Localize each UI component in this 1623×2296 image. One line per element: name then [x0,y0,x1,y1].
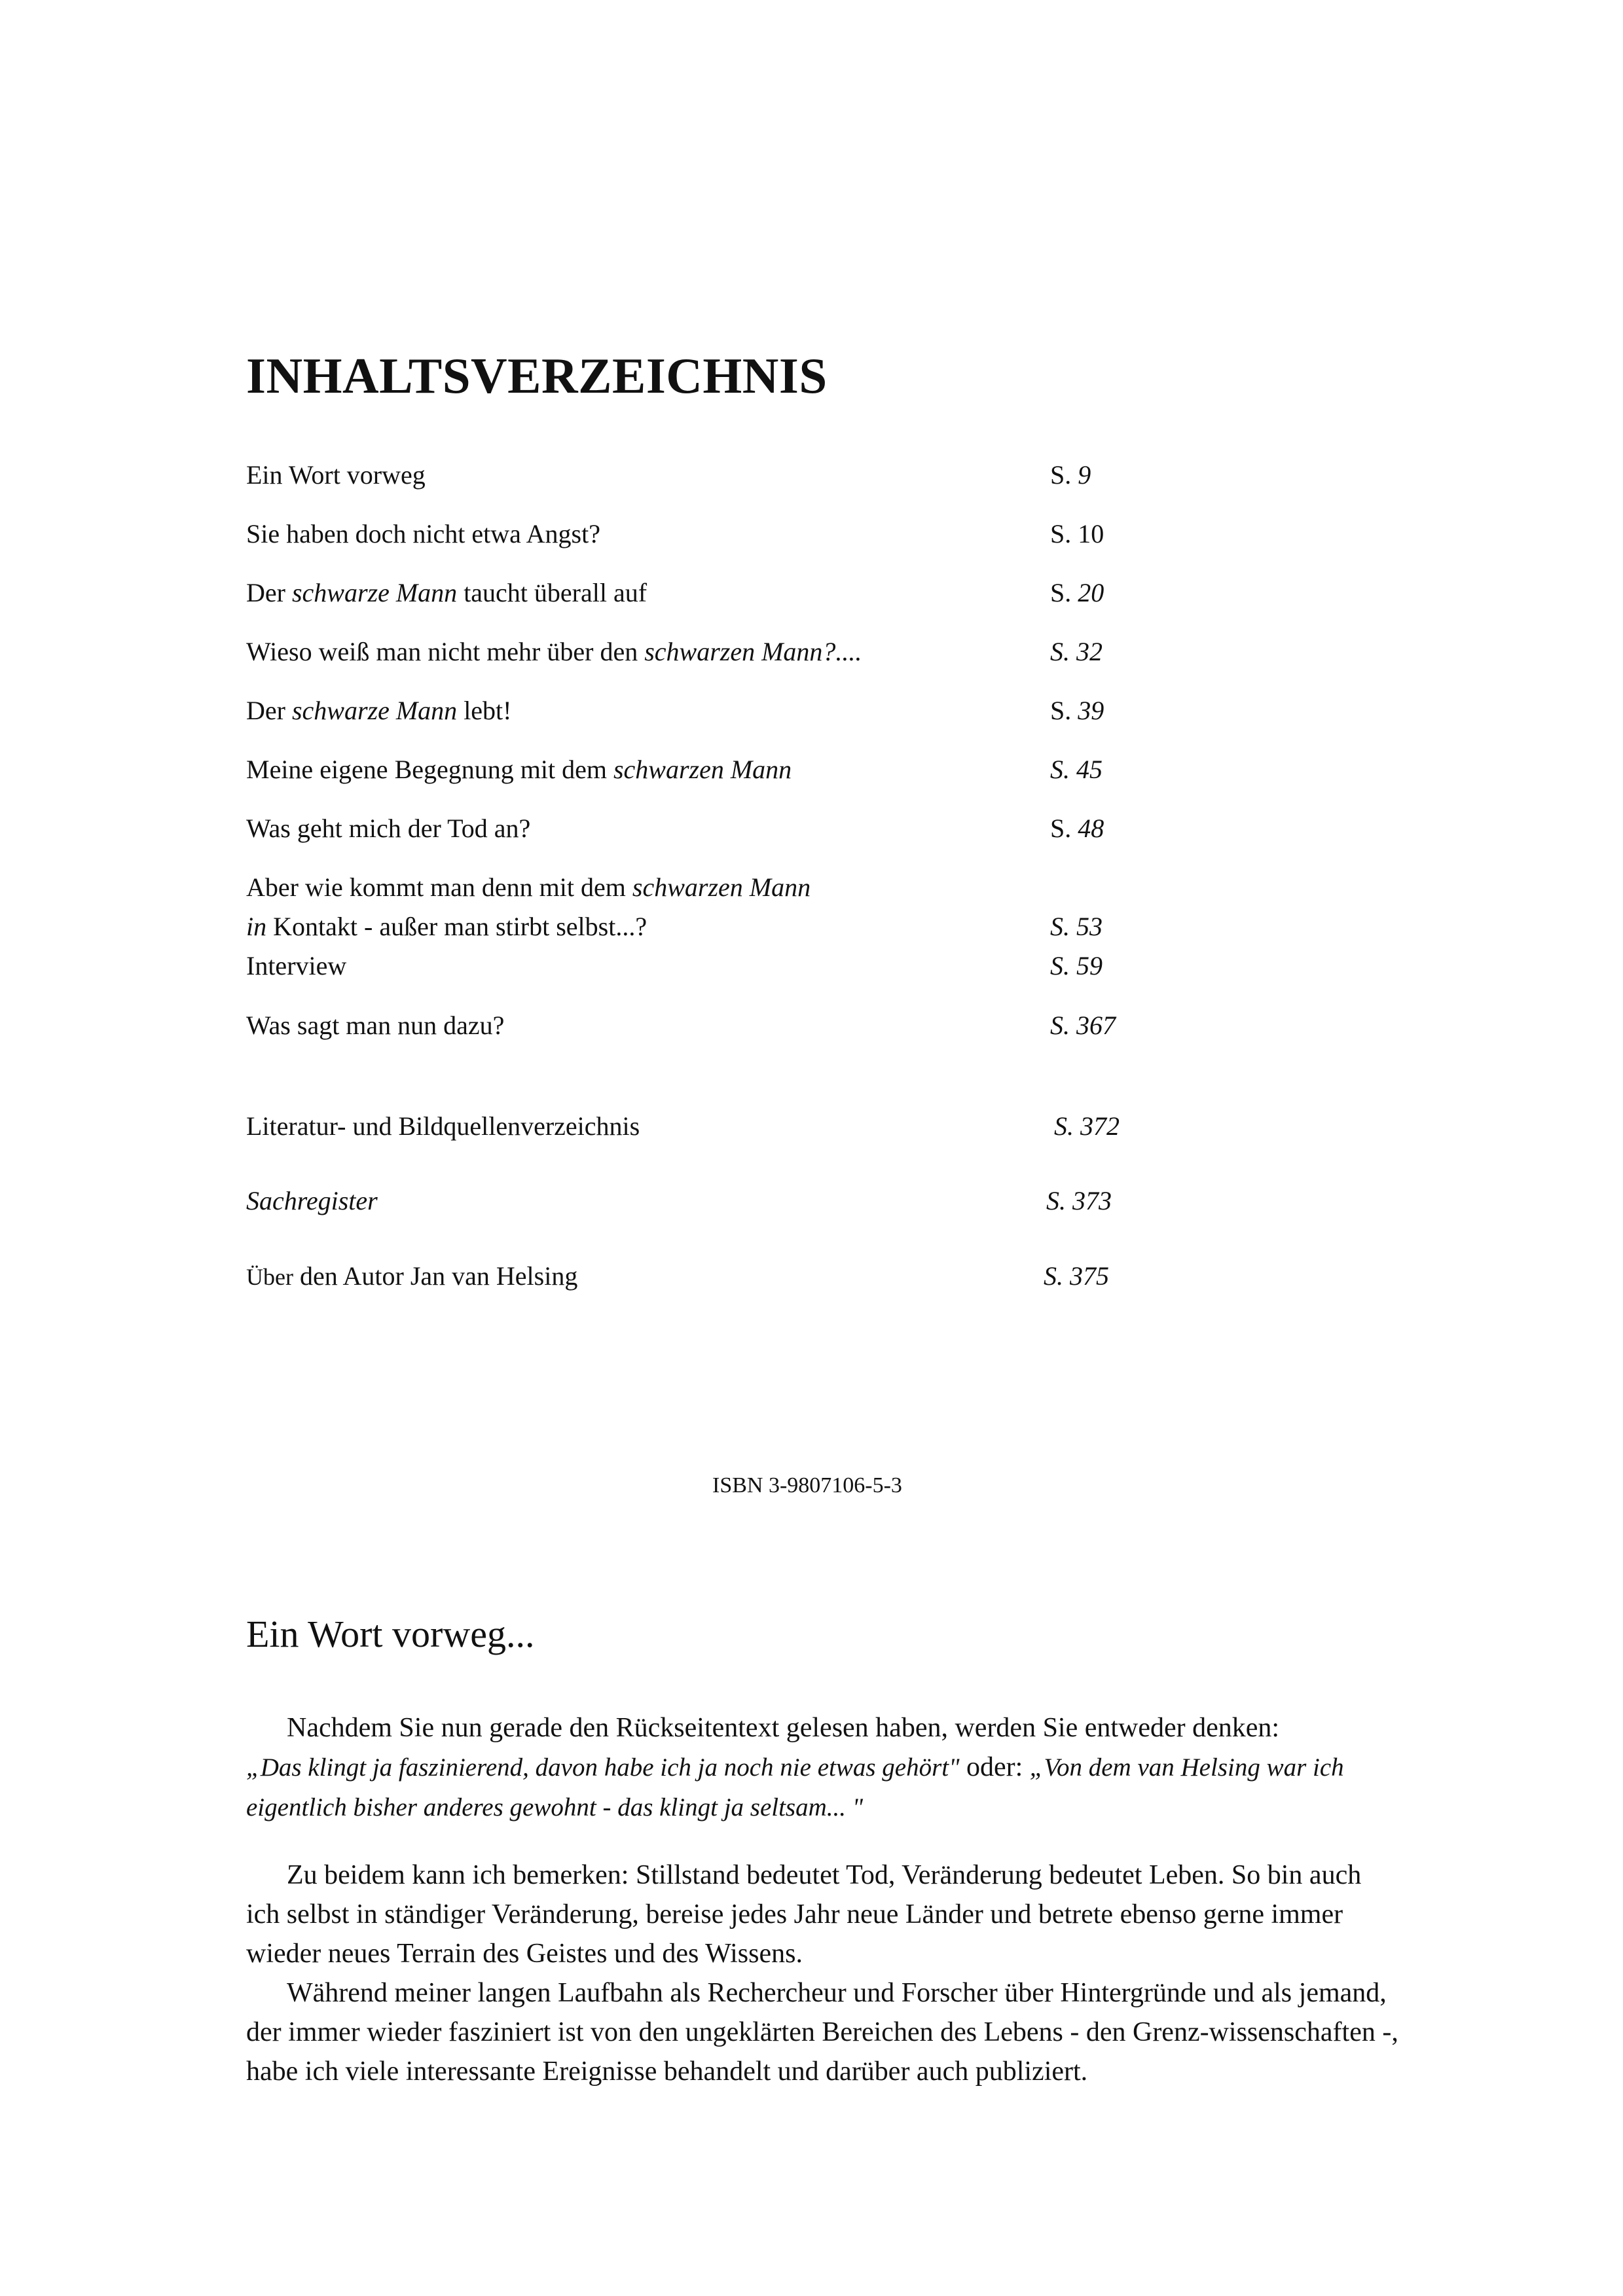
page-prefix: S. [1050,578,1078,607]
toc-entry-title-line1 [246,872,811,903]
toc-entry-page: S. 367 [1050,1011,1116,1040]
page-prefix: S. [1050,519,1078,548]
toc-entry-title: Sie haben doch nicht etwa Angst? [246,519,600,548]
toc-entry-page: S. 59 [1050,951,1103,980]
toc-entry-title [246,695,512,726]
text-part: Aber wie kommt man denn mit dem [246,872,632,902]
toc-entry-page [1050,577,1104,609]
quote: „Von dem van Helsing war ich eigentlich bisher anderes gewohnt - das klingt ja seltsam... " [246,1753,1344,1821]
page-prefix: S. [1050,460,1078,490]
intro-heading: Ein Wort vorweg... [246,1613,535,1655]
toc-entry-title: Sachregister [246,1186,378,1215]
paragraph-text: Nachdem Sie nun gerade den Rückseitentext gelesen haben, werden Sie entweder denken: [287,1713,1280,1743]
isbn: ISBN 3-9807106-5-3 [712,1473,902,1498]
text-italic: schwarzen Mann?.... [644,637,862,666]
toc-entry-title-line2 [246,911,647,942]
toc-entry-title: Was sagt man nun dazu? [246,1011,505,1040]
text-part: den Autor Jan van Helsing [293,1261,578,1291]
text-part: Der [246,696,292,725]
page-number: 39 [1078,696,1104,725]
toc-entry-title [246,1261,577,1293]
toc-entry-page: S. 32 [1050,637,1103,666]
quote: „Das klingt ja faszinierend, davon habe ich ja noch nie etwas gehört" [246,1753,960,1782]
text-part: taucht überall auf [457,578,647,607]
text-italic: schwarzen Mann [632,872,811,902]
text-italic: in [246,912,267,941]
toc-entry-page: S. 53 [1050,912,1103,941]
toc-entry-title: Was geht mich der Tod an? [246,814,531,843]
text-small: Über [246,1264,293,1290]
paragraph-text: Zu beidem kann ich bemerken: Stillstand bedeutet Tod, Veränderung bedeutet Leben. So bin auch ich selbst in ständiger Veränderung, bereise jedes Jahr neue Länder und betrete ebenso gerne immer wieder neues Terrain des Geistes und des Wissens. [246,1860,1362,1969]
text-italic: schwarze Mann [291,578,458,607]
page-prefix: S. [1050,814,1078,843]
intro-paragraph-3 [246,1973,1398,2091]
toc-entry-title [246,754,792,785]
toc-entry-title: Literatur- und Bildquellenverzeichnis [246,1111,640,1141]
text-italic: schwarze Mann [291,696,458,725]
toc-entry-page [1050,518,1104,550]
paragraph-text: oder: [959,1752,1030,1782]
toc-entry-title [246,577,647,609]
text-italic: schwarzen Mann [613,755,792,784]
page-number: 20 [1078,578,1104,607]
toc-entry-page: S. 372 [1054,1111,1120,1141]
page-number: 48 [1078,814,1104,843]
page-prefix: S. [1050,696,1078,725]
toc-entry-page: S. 45 [1050,755,1103,784]
text-part: Wieso weiß man nicht mehr über den [246,637,645,666]
text-part: Meine eigene Begegnung mit dem [246,755,613,784]
toc-entry-title: Ein Wort vorweg [246,460,426,490]
toc-entry-title [246,636,862,668]
toc-entry-title: Interview [246,951,347,980]
intro-paragraph-1 [246,1708,1398,1827]
page-number: 10 [1078,519,1104,548]
intro-paragraph-2 [246,1856,1398,1973]
page-number: 9 [1078,460,1091,490]
text-part: lebt! [457,696,512,725]
toc-entry-page [1050,459,1091,491]
toc-entry-page: S. 373 [1046,1186,1112,1215]
paragraph-text: Während meiner langen Laufbahn als Rechercheur und Forscher über Hintergründe und als jemand, der immer wieder fasziniert ist von den ungeklärten Bereichen des Lebens - den Grenz-wissenschaften -, habe ich viele interessante Ereignisse behandelt und darüber auch publiziert. [246,1978,1398,2087]
toc-entry-page [1050,695,1104,726]
text-part: Der [246,578,292,607]
toc-title: INHALTSVERZEICHNIS [246,348,828,404]
toc-entry-page: S. 375 [1044,1261,1109,1291]
text-part: Kontakt - außer man stirbt selbst...? [266,912,647,941]
toc-entry-page [1050,813,1104,844]
